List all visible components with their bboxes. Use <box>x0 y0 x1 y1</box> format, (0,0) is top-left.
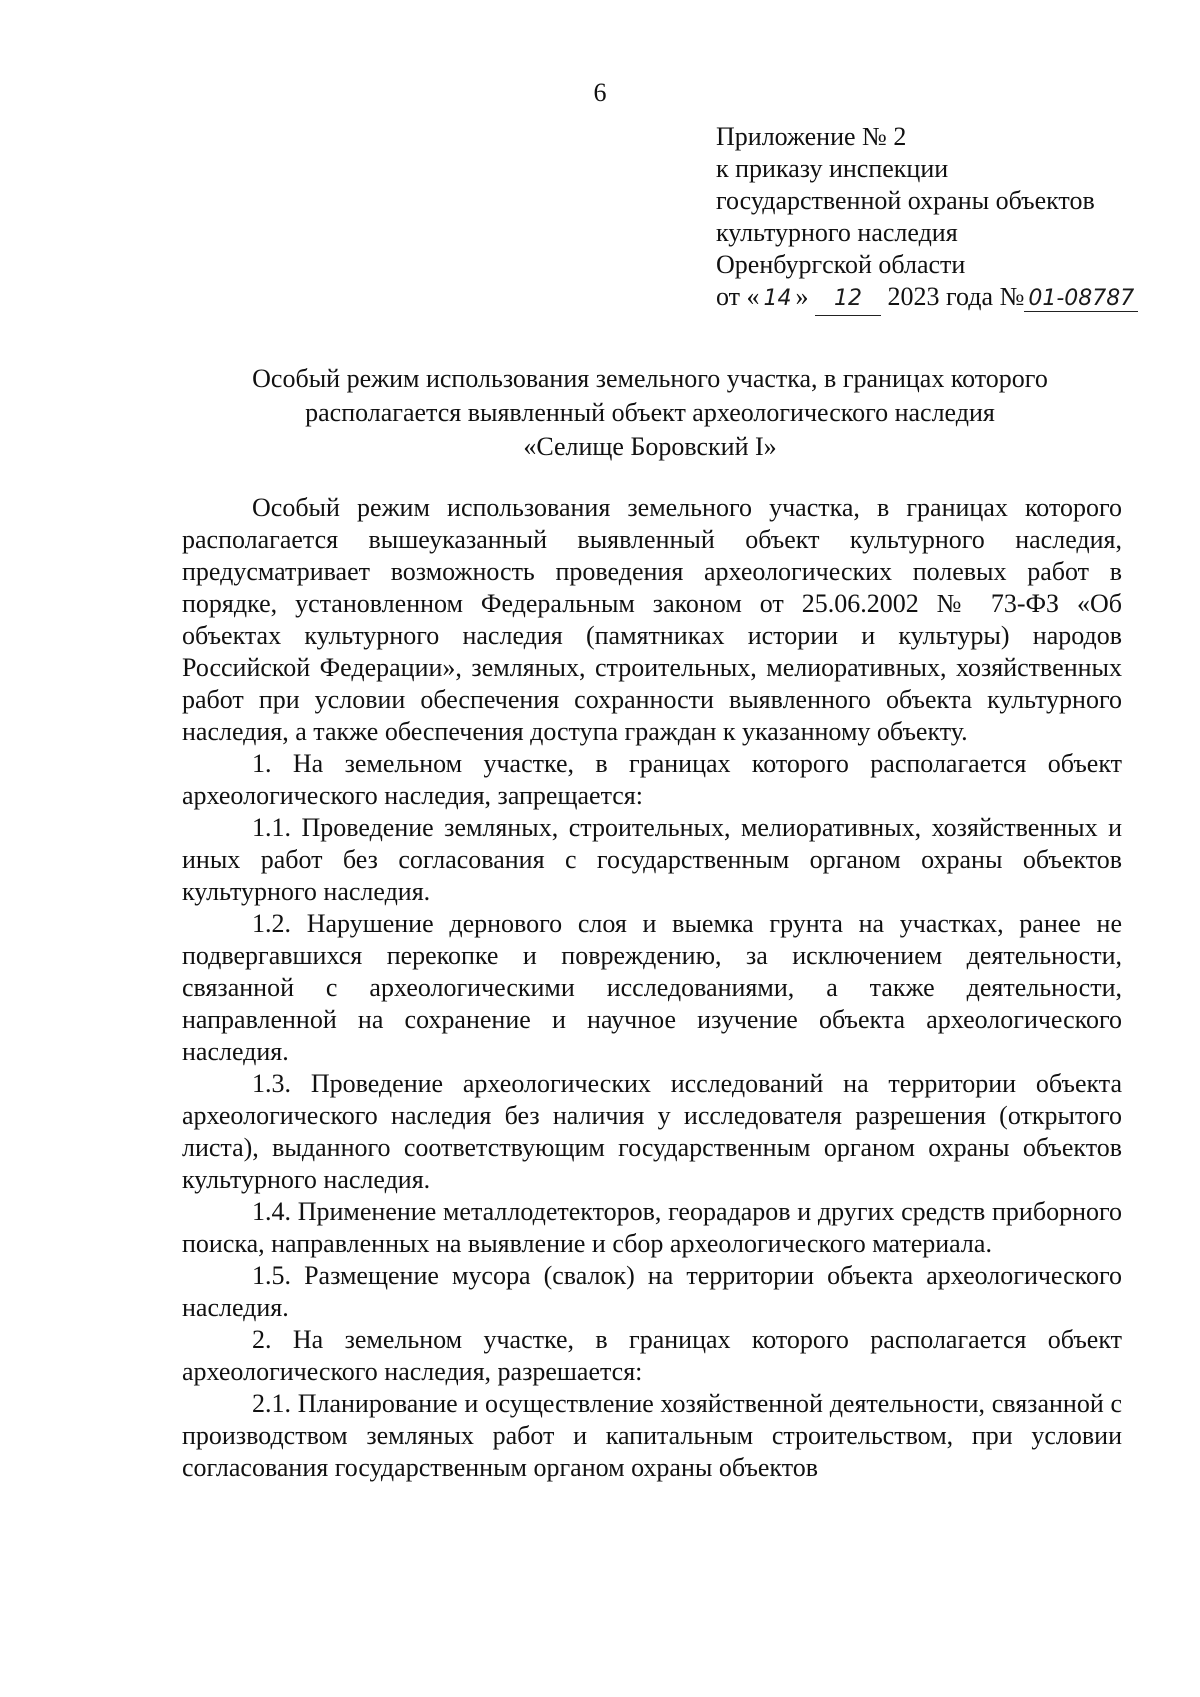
appendix-line-region: Оренбургской области <box>716 250 966 279</box>
section-2-permitted: 2. На земельном участке, в границах которого располагается объект археологического наследия, разрешается: <box>182 1325 1122 1386</box>
intro-paragraph: Особый режим использования земельного участка, в границах которого располагается вышеуказанный выявленный объект культурного наследия, предусматривает возможность проведения археологических полевых работ в порядке, установленном Федеральным законом от 25.06.2002 № 73-ФЗ «Об объектах культурного наследия (памятниках истории и культуры) народов Российской Федерации», земляных, строительных, мелиоративных, хозяйственных работ при условии обеспечения сохранности выявленного объекта культурного наследия, а также обеспечения доступа граждан к указанному объекту. <box>182 493 1122 746</box>
item-2-1: 2.1. Планирование и осуществление хозяйственной деятельности, связанной с производством земляных работ и капитальным строительством, при условии согласования государственным органом охраны объектов <box>182 1389 1122 1482</box>
appendix-line-heritage: культурного наследия <box>716 218 958 247</box>
order-year: 2023 года № <box>887 282 1025 311</box>
order-month-blank <box>815 281 881 316</box>
title-line-3: «Селище Боровский I» <box>523 432 777 461</box>
appendix-title: Приложение № 2 <box>716 122 907 151</box>
item-1-1: 1.1. Проведение земляных, строительных, мелиоративных, хозяйственных и иных работ без согласования с государственным органом охраны объектов культурного наследия. <box>182 813 1122 906</box>
appendix-line-authority: государственной охраны объектов <box>716 186 1095 215</box>
appendix-header <box>716 121 1176 316</box>
appendix-line-order-ref: к приказу инспекции <box>716 154 949 183</box>
item-1-2: 1.2. Нарушение дернового слоя и выемка грунта на участках, ранее не подвергавшихся перекопке и повреждению, за исключением деятельности, связанной с археологическими исследованиями, а также деятельности, направленной на сохранение и научное изучение объекта археологического наследия. <box>182 909 1122 1066</box>
document-title <box>180 362 1120 464</box>
section-1-prohibited: 1. На земельном участке, в границах которого располагается объект археологического наследия, запрещается: <box>182 749 1122 810</box>
order-day-handwritten: 14 <box>763 286 792 311</box>
order-number-handwritten: 01-08787 <box>1024 287 1138 312</box>
order-prefix: от « <box>716 282 760 311</box>
item-1-5: 1.5. Размещение мусора (свалок) на территории объекта археологического наследия. <box>182 1261 1122 1322</box>
order-mid: » <box>795 282 809 311</box>
item-1-3: 1.3. Проведение археологических исследований на территории объекта археологического наследия без наличия у исследователя разрешения (открытого листа), выданного соответствующим государственным органом охраны объектов культурного наследия. <box>182 1069 1122 1194</box>
page-number: 6 <box>593 78 607 107</box>
item-1-4: 1.4. Применение металлодетекторов, георадаров и других средств приборного поиска, направленных на выявление и сбор археологического материала. <box>182 1197 1122 1258</box>
title-line-2: располагается выявленный объект археологического наследия <box>305 398 995 427</box>
order-month-handwritten: 12 <box>834 286 863 311</box>
title-line-1: Особый режим использования земельного участка, в границах которого <box>252 364 1048 393</box>
document-body <box>182 492 1122 1484</box>
order-date-line <box>716 281 1176 316</box>
